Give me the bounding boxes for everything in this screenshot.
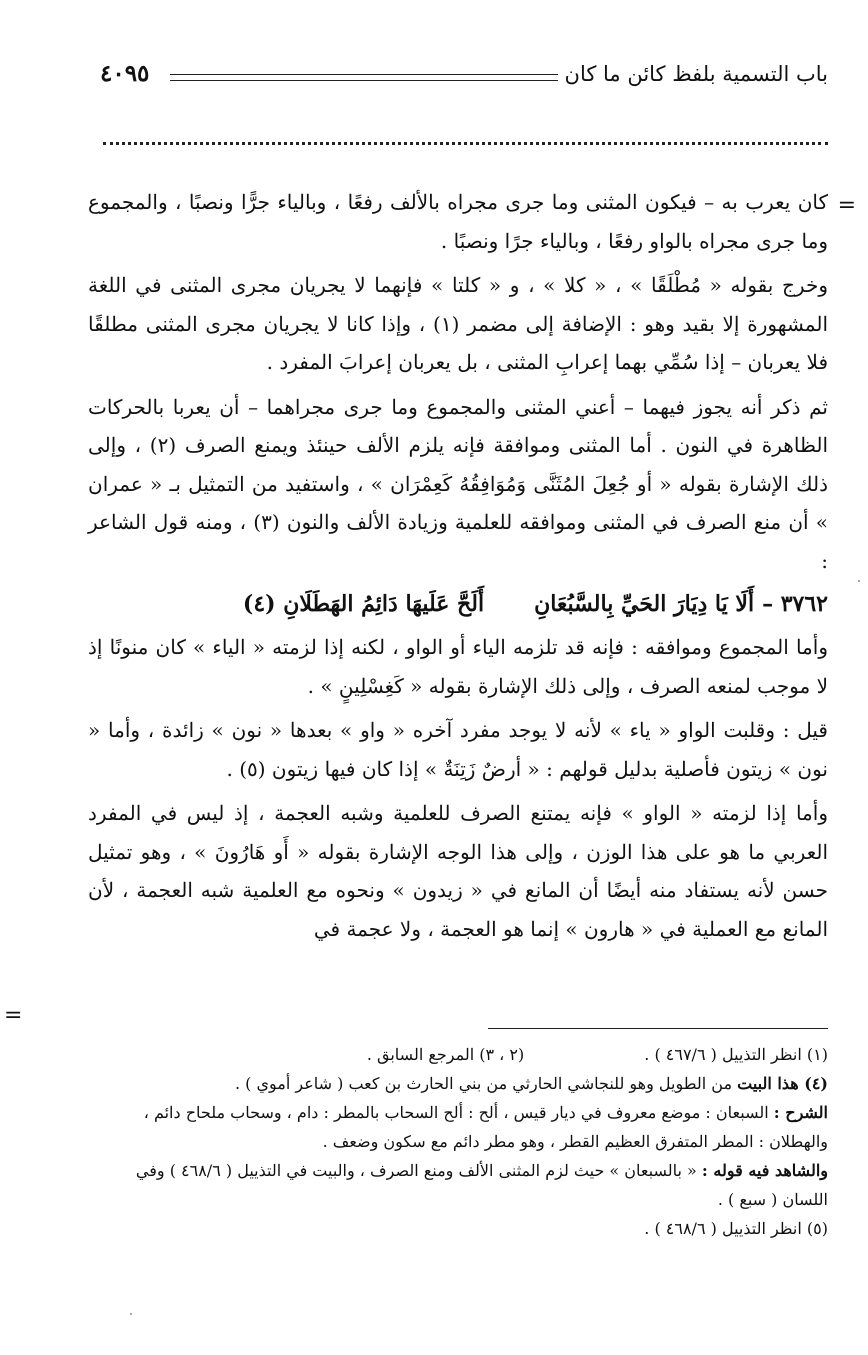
paragraph-2: وخرج بقوله « مُطْلَقًا » ، « كلا » ، و « كلتا » فإنهما لا يجريان مجرى المثنى في اللغة المشهورة إلا بقيد وهو : الإضافة إلى مضمر (١) ، وإذا كانا لا يجريان مجرى المثنى مطلقًا فلا يعربان – إذا سُمِّي بهما إعرابِ المثنى ، بل يعربان إعرابَ المفرد . xyxy=(88,273,828,374)
verse-first-hemistich: أَلَا يَا دِيَارَ الحَيِّ بِالسَّبُعَانِ xyxy=(534,591,755,617)
print-speck xyxy=(858,580,860,582)
chapter-title: باب التسمية بلفظ كائن ما كان xyxy=(564,62,828,86)
footnote-5: (٥) انظر التذييل ( ٤٦٨/٦ ) . xyxy=(644,1219,828,1238)
paragraph-3: ثم ذكر أنه يجوز فيهما – أعني المثنى والمجموع وما جرى مجراهما – أن يعربا بالحركات الظاهرة في النون . أما المثنى وموافقة فإنه يلزم الألف حينئذ ويمنع الصرف (٢) ، وإلى ذلك الإشارة بقوله « أو جُعِلَ المُثَنَّى وَمُوَافِقُهُ كَعِمْرَان » ، واستفيد من التمثيل بـ « عمران » أن منع الصرف في المثنى وموافقه للعلمية وزيادة الألف والنون (٣) ، ومنه قول الشاعر : xyxy=(88,394,829,573)
footnote-2-3: (٢ ، ٣) المرجع السابق . xyxy=(366,1045,525,1064)
sharh-label: الشرح : xyxy=(773,1103,828,1122)
running-header xyxy=(100,58,828,98)
header-double-rule xyxy=(170,74,558,81)
sharh-text: السبعان : موضع معروف في ديار قيس ، ألح : ألح السحاب بالمطر : دام ، وسحاب ملحاح دائم ، والهطلان : المطر المتفرق العظيم القطر ، وهو مطر دائم مع سكون وضعف . xyxy=(143,1103,828,1151)
footnote-separator xyxy=(488,1028,828,1029)
verse-second-hemistich: أَلَحَّ عَلَيهَا دَائِمُ الهَطَلَانِ (٤) xyxy=(242,591,485,617)
print-speck xyxy=(130,1313,132,1315)
footnote-1: (١) انظر التذييل ( ٤٦٧/٦ ) . xyxy=(644,1045,828,1064)
paragraph-4: وأما المجموع وموافقه : فإنه قد تلزمه الياء أو الواو ، لكنه إذا لزمته « الياء » كان منونًا إذ لا موجب لمنعه الصرف ، وإلى ذلك الإشارة بقوله « كَغِسْلِينٍ » . xyxy=(88,635,828,698)
poetry-verse xyxy=(88,584,828,624)
footnote-4-label: (٤) هذا البيت xyxy=(737,1074,828,1093)
dotted-separator xyxy=(103,132,828,145)
footnote-4-text: من الطويل وهو للنجاشي الحارثي من بني الحارث بن كعب ( شاعر أموي ) . xyxy=(235,1074,733,1093)
paragraph-5: قيل : وقلبت الواو « ياء » لأنه لا يوجد مفرد آخره « واو » بعدها « نون » زائدة ، وأما « نون » زيتون فأصلية بدليل قولهم : « أرضٌ زَتِنَةٌ » إذا كان فيها زيتون (٥) . xyxy=(88,718,828,781)
footnotes xyxy=(100,1040,828,1243)
continuation-mark-out: = xyxy=(4,1003,23,1028)
verse-number: ٣٧٦٢ – xyxy=(762,591,828,617)
main-text xyxy=(88,183,828,948)
page-number: ٤٠٩٥ xyxy=(100,60,150,87)
continuation-mark-in: = xyxy=(837,193,856,218)
shahid-label: والشاهد فيه قوله : xyxy=(701,1161,828,1180)
footnote-sharh xyxy=(100,1098,828,1156)
footnote-4 xyxy=(100,1069,828,1098)
paragraph-1: كان يعرب به – فيكون المثنى وما جرى مجراه بالألف رفعًا ، وبالياء جرًّا ونصبًا ، والمجموع وما جرى مجراه بالواو رفعًا ، وبالياء جرًا ونصبًا . xyxy=(88,190,828,253)
footnote-shahid xyxy=(100,1156,828,1214)
shahid-text: « بالسبعان » حيث لزم المثنى الألف ومنع الصرف ، والبيت في التذييل ( ٤٦٨/٦ ) وفي اللسان ( سبع ) . xyxy=(135,1161,828,1209)
footnote-row-1 xyxy=(100,1040,828,1069)
paragraph-6: وأما إذا لزمته « الواو » فإنه يمتنع الصرف للعلمية وشبه العجمة ، إذ ليس في المفرد العربي ما هو على هذا الوزن ، وإلى هذا الوجه الإشارة بقوله « أَو هَارُونَ » ، وهو تمثيل حسن لأنه يستفاد منه أيضًا أن المانع في « زيدون » ونحوه مع العلمية شبه العجمة ، لأن المانع مع العملية في « هارون » إنما هو العجمة ، ولا عجمة في xyxy=(88,801,828,941)
